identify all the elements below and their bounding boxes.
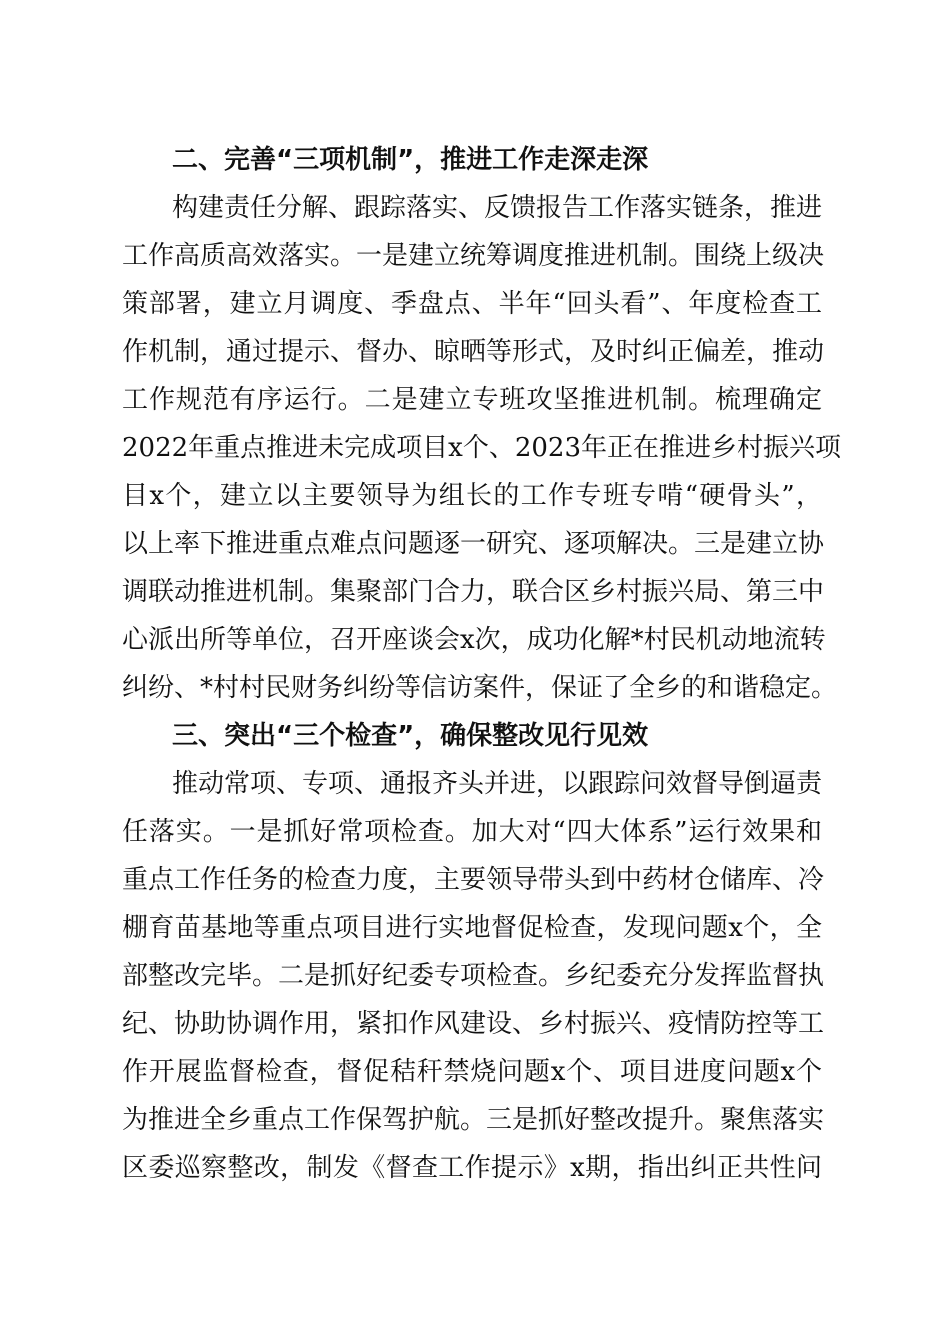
section-heading: 三、突出“三个检查”，确保整改见行见效	[172, 721, 649, 751]
section-heading: 二、完善“三项机制”，推进工作走深走深	[172, 145, 649, 175]
paragraph-line: 区委巡察整改，制发《督查工作提示》x期，指出纠正共性问	[122, 1153, 822, 1183]
paragraph-line: 目x个，建立以主要领导为组长的工作专班专啃“硬骨头”，	[122, 481, 822, 511]
paragraph-line: 推动常项、专项、通报齐头并进，以跟踪问效督导倒逼责	[172, 769, 823, 799]
paragraph-line: 2022年重点推进未完成项目x个、2023年正在推进乡村振兴项	[122, 433, 841, 463]
paragraph-line: 工作高质高效落实。一是建立统筹调度推进机制。围绕上级决	[122, 241, 825, 271]
paragraph-line: 作机制，通过提示、督办、晾晒等形式，及时纠正偏差，推动	[122, 337, 825, 367]
paragraph-line: 工作规范有序运行。二是建立专班攻坚推进机制。梳理确定	[122, 385, 822, 415]
paragraph-line: 以上率下推进重点难点问题逐一研究、逐项解决。三是建立协	[122, 529, 825, 559]
paragraph-line: 策部署，建立月调度、季盘点、半年“回头看”、年度检查工	[122, 289, 822, 319]
paragraph-line: 重点工作任务的检查力度，主要领导带头到中药材仓储库、冷	[122, 865, 825, 895]
paragraph-line: 为推进全乡重点工作保驾护航。三是抓好整改提升。聚焦落实	[122, 1105, 825, 1135]
paragraph-line: 纠纷、*村村民财务纠纷等信访案件，保证了全乡的和谐稳定。	[122, 673, 838, 703]
paragraph-line: 调联动推进机制。集聚部门合力，联合区乡村振兴局、第三中	[122, 577, 825, 607]
paragraph-line: 纪、协助协调作用，紧扣作风建设、乡村振兴、疫情防控等工	[122, 1009, 825, 1039]
paragraph-line: 部整改完毕。二是抓好纪委专项检查。乡纪委充分发挥监督执	[122, 961, 825, 991]
paragraph-line: 任落实。一是抓好常项检查。加大对“四大体系”运行效果和	[122, 817, 822, 847]
paragraph-line: 棚育苗基地等重点项目进行实地督促检查，发现问题x个，全	[122, 913, 822, 943]
paragraph-line: 作开展监督检查，督促秸秆禁烧问题x个、项目进度问题x个	[122, 1057, 822, 1087]
paragraph-line: 构建责任分解、跟踪落实、反馈报告工作落实链条，推进	[172, 193, 823, 223]
paragraph-line: 心派出所等单位，召开座谈会x次，成功化解*村民机动地流转	[122, 625, 826, 655]
